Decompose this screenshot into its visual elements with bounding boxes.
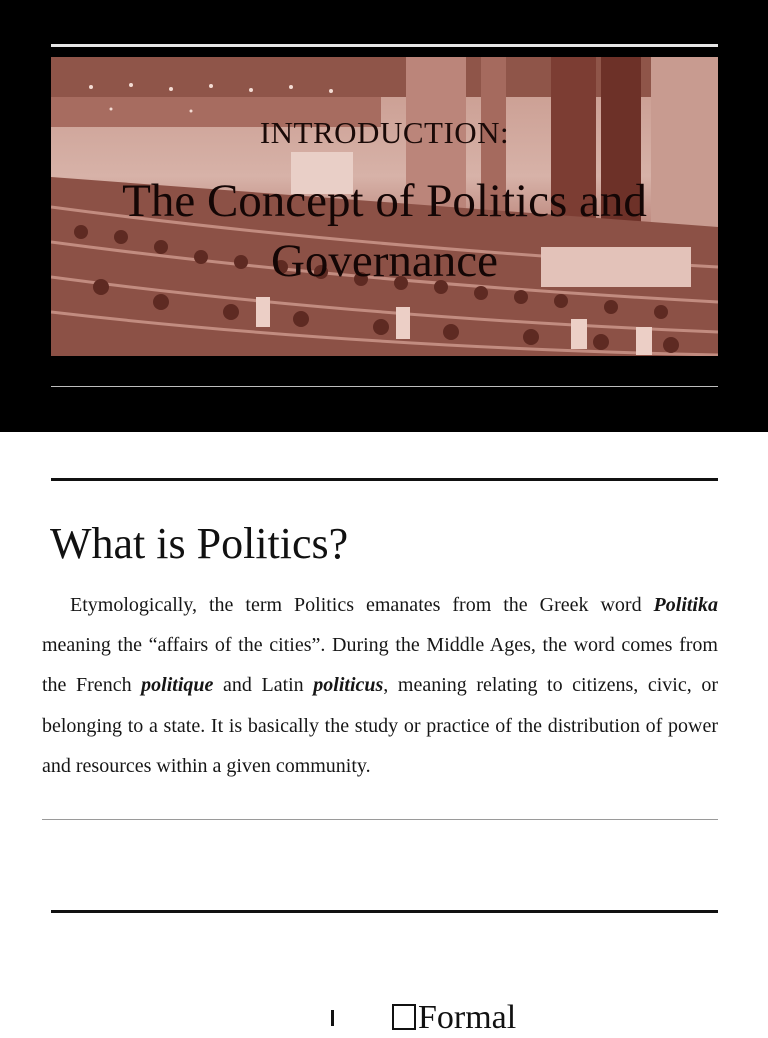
paragraph-text-1: Etymologically, the term Politics emanates from the Greek word [70,594,654,616]
top-thick-rule [51,478,718,481]
bullet-label: Formal [418,999,517,1036]
slide-title-line-2: Governance [270,235,499,287]
bottom-rule [51,386,718,387]
bottom-thick-rule [51,910,718,913]
term-politicus: politicus [313,674,384,697]
term-politika: Politika [653,594,718,616]
title-slide [0,0,768,432]
slide-title [51,171,718,291]
term-politique: politique [141,674,214,697]
slide-title-line-1: The Concept of Politics and [122,175,647,227]
definition-paragraph [42,585,718,786]
paragraph-text-3: and Latin [213,674,314,697]
intro-label: INTRODUCTION: [259,115,510,150]
top-rule [51,44,718,47]
hero-image [51,57,718,356]
paragraph-text-4: , meaning relating to citizens, civic, or belonging to a state. It is basically the study or practice of the distribution of power and resources within a given community. [42,674,718,777]
bullet-item-formal [392,998,516,1038]
section-heading: What is Politics? [50,519,349,568]
content-slide [0,432,768,1036]
paragraph-underline [42,819,718,820]
paragraph-text-2: meaning the “affairs of the cities”. During the Middle Ages, the word comes from the French [42,634,718,697]
checkbox-bullet-icon [392,1004,416,1030]
